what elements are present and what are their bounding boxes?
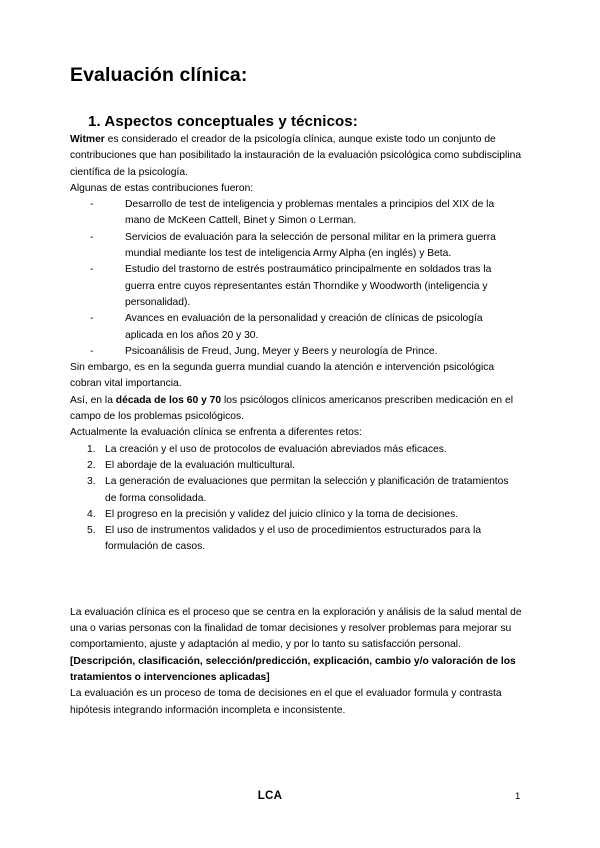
decade-before: Así, en la [70, 394, 116, 406]
section-heading: 1. Aspectos conceptuales y técnicos: [88, 113, 358, 130]
definition-bracket-bold: [Descripción, clasificación, selección/predicción, explicación, cambio y/o valoración de los tratamientos o intervenciones aplicadas] [70, 655, 516, 683]
page-number: 1 [515, 791, 521, 802]
list-item: La creación y el uso de protocolos de evaluación abreviados más eficaces. [105, 443, 447, 455]
page-footer [0, 790, 600, 810]
decade-paragraph [70, 393, 522, 426]
contributions-intro: Algunas de estas contribuciones fueron: [70, 182, 254, 194]
list-item: - Avances en evaluación de la personalidad y creación de clínicas de psicología aplicada en los años 20 y 30. [90, 311, 522, 344]
contributions-list [70, 197, 522, 360]
closing-paragraph: La evaluación es un proceso de toma de decisiones en el que el evaluador formula y contrasta hipótesis integrando información incompleta e inconsistente. [70, 688, 502, 716]
challenges-list [70, 442, 522, 556]
decade-bold: década de los 60 y 70 [115, 394, 222, 406]
page-title: Evaluación clínica: [70, 64, 248, 86]
list-item: - Desarrollo de test de inteligencia y problemas mentales a principios del XIX de la mano de McKeen Cattell, Binet y Simon o Lerman. [90, 197, 522, 230]
ww2-paragraph: Sin embargo, es en la segunda guerra mundial cuando la atención e intervención psicológica cobran vital importancia. [70, 362, 495, 390]
definition-text: La evaluación clínica es el proceso que se centra en la exploración y análisis de la salud mental de una o varias personas con la finalidad de tomar decisiones y resolver problemas para mejorar su comportamiento, ajuste y adaptación al medio, y por lo tanto su satisfacción personal. [70, 606, 522, 651]
footer-label: LCA [257, 790, 283, 802]
decade-after: los psicólogos clínicos americanos prescriben medicación en el campo de los problemas psicológicos. [70, 394, 514, 423]
intro-lead-rest: es considerado el creador de la psicología clínica, aunque existe todo un conjunto de contribuciones que han posibilitado la instauración de la evaluación psicológica como subdisciplina científica de la psicología. [70, 134, 522, 178]
list-item: - Psicoanálisis de Freud, Jung, Meyer y Beers y neurología de Prince. [90, 344, 522, 360]
list-item: - Estudio del trastorno de estrés postraumático principalmente en soldados tras la guerra entre cuyos representantes están Thorndike y Woodworth (inteligencia y personalidad). [90, 262, 522, 311]
list-item: El progreso en la precisión y validez del juicio clínico y la toma de decisiones. [105, 508, 459, 520]
list-item: La generación de evaluaciones que permitan la selección y planificación de tratamientos de forma consolidada. [105, 476, 509, 504]
definition-paragraph [70, 605, 522, 686]
intro-lead-bold: Witmer [70, 134, 105, 145]
list-item: El abordaje de la evaluación multicultural. [105, 459, 296, 471]
list-item: El uso de instrumentos validados y el uso de procedimientos estructurados para la formulación de casos. [105, 525, 482, 553]
list-item: - Servicios de evaluación para la selección de personal militar en la primera guerra mundial mediante los test de inteligencia Army Alpha (en inglés) y Beta. [90, 230, 522, 263]
intro-paragraph [70, 132, 522, 181]
document-content [70, 62, 522, 719]
challenges-intro: Actualmente la evaluación clínica se enfrenta a diferentes retos: [70, 427, 362, 439]
